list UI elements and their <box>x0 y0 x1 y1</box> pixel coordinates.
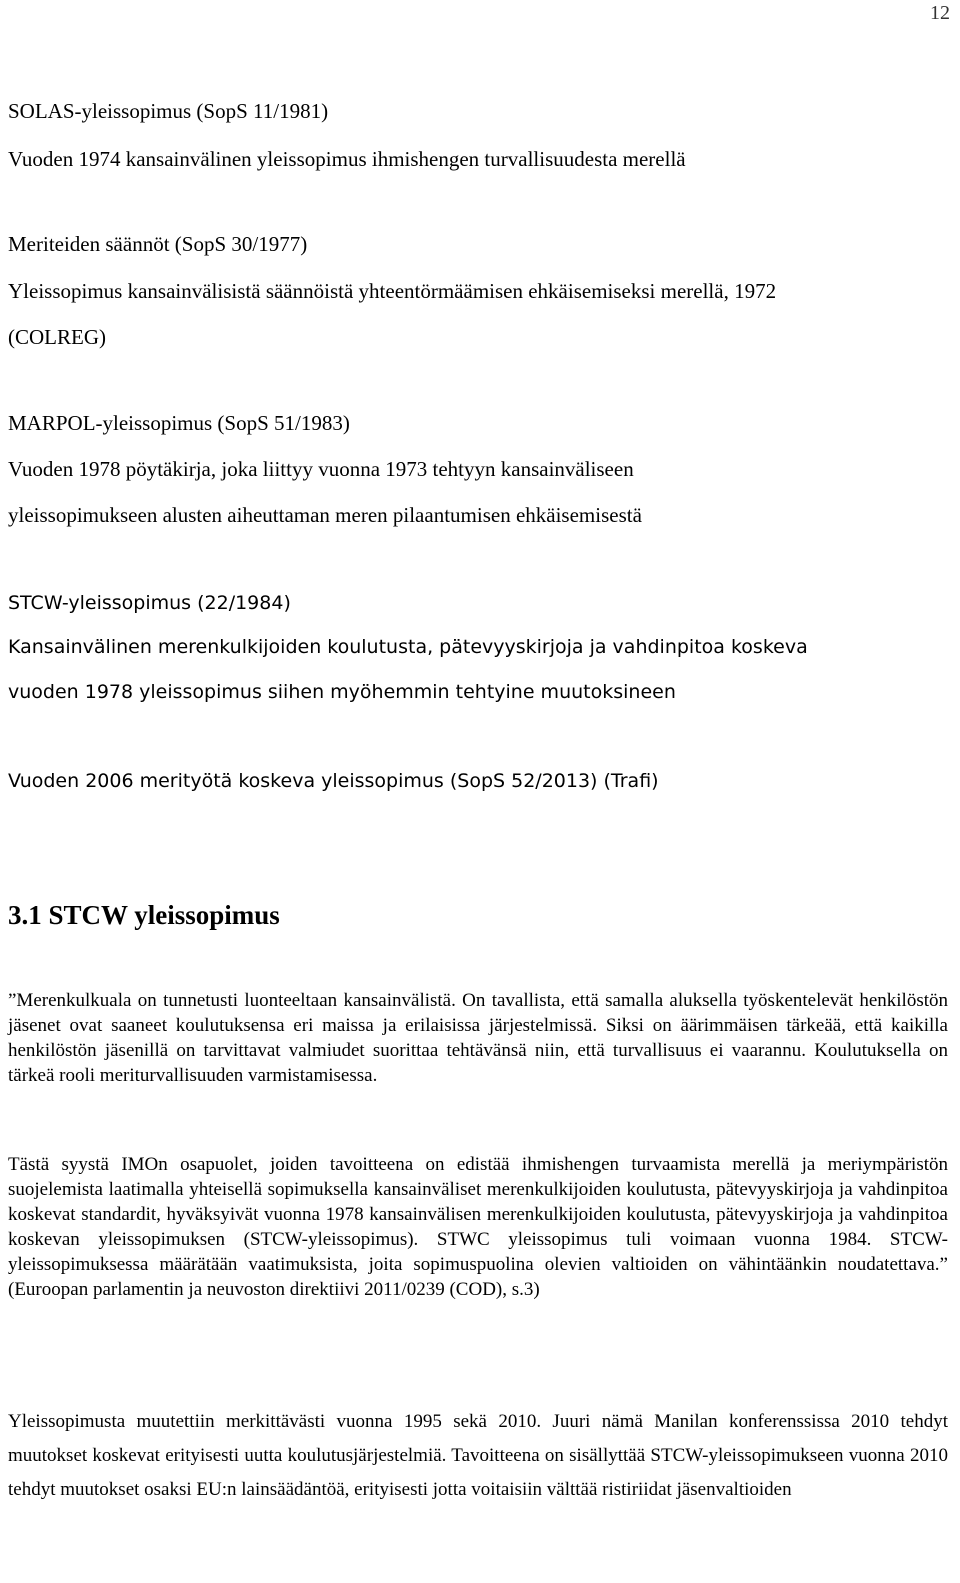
convention-colreg-desc: Yleissopimus kansainvälisistä säännöistä yhteentörmäämisen ehkäisemiseksi merellä, 1972 <box>8 279 777 303</box>
convention-marpol-desc: Vuoden 1978 pöytäkirja, joka liittyy vuonna 1973 tehtyyn kansainväliseen <box>8 457 634 481</box>
convention-stcw-desc: Kansainvälinen merenkulkijoiden koulutusta, pätevyyskirjoja ja vahdinpitoa koskeva <box>8 636 808 658</box>
convention-marpol-title: MARPOL-yleissopimus (SopS 51/1983) <box>8 411 350 435</box>
paragraph-quote-intro: ”Merenkulkuala on tunnetusti luonteeltaan kansainvälistä. On tavallista, että samalla aluksella työskentelevät henkilöstön jäsenet ovat saaneet koulutuksensa eri maissa ja erilaisissa järjestelmissä. Siksi on äärimmäisen tärkeää, että kaikilla henkilöstön jäsenillä on tarvittavat valmiudet suorittaa tehtävänsä niin, että turvallisuus ei vaarannu. Koulutuksella on tärkeä rooli meriturvallisuuden varmistamisessa. <box>8 990 948 1086</box>
convention-colreg-desc-cont: (COLREG) <box>8 325 106 349</box>
convention-mlc: Vuoden 2006 merityötä koskeva yleissopimus (SopS 52/2013) (Trafi) <box>8 770 659 792</box>
convention-solas-title: SOLAS-yleissopimus (SopS 11/1981) <box>8 99 329 123</box>
convention-colreg-title: Meriteiden säännöt (SopS 30/1977) <box>8 232 308 256</box>
page-number: 12 <box>930 2 950 24</box>
convention-marpol-desc-cont: yleissopimukseen alusten aiheuttaman meren pilaantumisen ehkäisemisestä <box>8 503 642 527</box>
convention-stcw-title: STCW-yleissopimus (22/1984) <box>8 592 291 614</box>
paragraph-quote-imo: Tästä syystä IMOn osapuolet, joiden tavoitteena on edistää ihmishengen turvaamista merellä ja meriympäristön suojelemista laatimalla yhteisellä sopimuksella kansainväliset merenkulkijoiden koulutusta, pätevyyskirjoja ja vahdinpitoa koskevat standardit, hyväksyivät vuonna 1978 kansainvälisen merenkulkijoiden koulutusta, pätevyyskirjoja ja vahdinpitoa koskevan yleissopimuksen (STCW-yleissopimus). STWC yleissopimus tuli voimaan vuonna 1984. STCW-yleissopimuksessa määrätään vaatimuksista, joita sopimuspuolina olevien valtioiden on vähintäänkin noudatettava.” (Euroopan parlamentin ja neuvoston direktiivi 2011/0239 (COD), s.3) <box>8 1154 948 1300</box>
paragraph-amendments: Yleissopimusta muutettiin merkittävästi vuonna 1995 sekä 2010. Juuri nämä Manilan konferenssissa 2010 tehdyt muutokset koskevat erityisesti uutta koulutusjärjestelmiä. Tavoitteena on sisällyttää STCW-yleissopimukseen vuonna 2010 tehdyt muutokset osaksi EU:n lainsäädäntöä, erityisesti jotta voitaisiin välttää ristiriidat jäsenvaltioiden <box>8 1411 948 1500</box>
convention-solas-desc: Vuoden 1974 kansainvälinen yleissopimus ihmishengen turvallisuudesta merellä <box>8 147 686 171</box>
section-heading: 3.1 STCW yleissopimus <box>8 900 280 930</box>
convention-stcw-desc-cont: vuoden 1978 yleissopimus siihen myöhemmin tehtyine muutoksineen <box>8 681 676 703</box>
